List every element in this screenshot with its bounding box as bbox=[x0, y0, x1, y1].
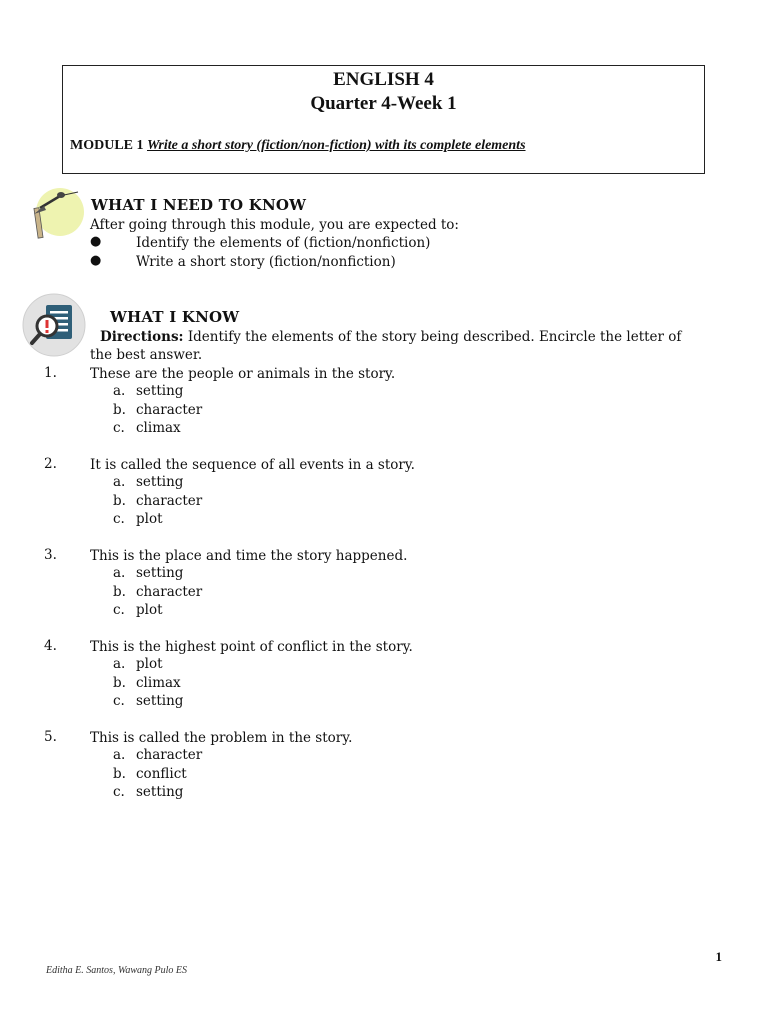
option-text: climax bbox=[136, 419, 181, 436]
question-text: This is the highest point of conflict in the story. bbox=[90, 639, 413, 655]
option-text: setting bbox=[136, 565, 184, 582]
need-to-know-intro: After going through this module, you are expected to: bbox=[90, 217, 459, 233]
option-letter[interactable]: b. bbox=[113, 492, 126, 509]
objective-item: Write a short story (fiction/nonfiction) bbox=[136, 254, 396, 270]
question-text: This is called the problem in the story. bbox=[90, 730, 353, 746]
option-letter[interactable]: c. bbox=[113, 692, 125, 709]
option-text: setting bbox=[136, 783, 184, 800]
question-number: 2. bbox=[44, 456, 57, 472]
option-text: plot bbox=[136, 510, 163, 527]
microphone-icon bbox=[30, 186, 86, 242]
directions-text: Identify the elements of the story being described. Encircle the letter of bbox=[183, 329, 682, 345]
option-letter[interactable]: c. bbox=[113, 783, 125, 800]
option-text: conflict bbox=[136, 765, 187, 782]
option-text: setting bbox=[136, 692, 184, 709]
option-letter[interactable]: c. bbox=[113, 510, 125, 527]
question-text: It is called the sequence of all events in a story. bbox=[90, 457, 415, 473]
option-text: character bbox=[136, 492, 203, 509]
bullet-dot: ● bbox=[90, 234, 102, 249]
option-text: setting bbox=[136, 383, 184, 400]
directions-continued: the best answer. bbox=[90, 347, 203, 363]
option-letter[interactable]: b. bbox=[113, 401, 126, 418]
author-footer: Editha E. Santos, Wawang Pulo ES bbox=[46, 965, 188, 976]
module-description: Write a short story (fiction/non-fiction) with its complete elements bbox=[147, 138, 526, 153]
bullet-dot: ● bbox=[90, 253, 102, 268]
option-letter[interactable]: b. bbox=[113, 674, 126, 691]
option-letter[interactable]: a. bbox=[113, 474, 126, 491]
page-number: 1 bbox=[715, 949, 722, 964]
question-text: These are the people or animals in the story. bbox=[90, 366, 396, 382]
question-number: 1. bbox=[44, 365, 57, 381]
module-label: MODULE 1 bbox=[70, 138, 144, 153]
quarter-week-title: Quarter 4-Week 1 bbox=[310, 93, 457, 114]
option-text: character bbox=[136, 401, 203, 418]
option-letter[interactable]: a. bbox=[113, 383, 126, 400]
option-letter[interactable]: a. bbox=[113, 656, 126, 673]
document-search-icon bbox=[22, 293, 86, 357]
question-text: This is the place and time the story happened. bbox=[90, 548, 408, 564]
need-to-know-heading: WHAT I NEED TO KNOW bbox=[91, 196, 307, 214]
option-letter[interactable]: a. bbox=[113, 565, 126, 582]
option-letter[interactable]: a. bbox=[113, 747, 126, 764]
objective-item: Identify the elements of (fiction/nonfiction) bbox=[136, 235, 431, 251]
question-number: 4. bbox=[44, 638, 57, 654]
option-letter[interactable]: c. bbox=[113, 419, 125, 436]
option-text: setting bbox=[136, 474, 184, 491]
subject-title: ENGLISH 4 bbox=[333, 69, 434, 90]
option-text: plot bbox=[136, 656, 163, 673]
module-header-box bbox=[62, 65, 705, 174]
option-text: climax bbox=[136, 674, 181, 691]
option-text: character bbox=[136, 583, 203, 600]
question-number: 5. bbox=[44, 729, 57, 745]
module-line bbox=[70, 138, 526, 154]
option-letter[interactable]: c. bbox=[113, 601, 125, 618]
option-text: plot bbox=[136, 601, 163, 618]
directions-label: Directions: bbox=[100, 329, 184, 345]
question-number: 3. bbox=[44, 547, 57, 563]
directions bbox=[100, 328, 681, 346]
what-i-know-heading: WHAT I KNOW bbox=[110, 308, 240, 326]
option-text: character bbox=[136, 747, 203, 764]
option-letter[interactable]: b. bbox=[113, 583, 126, 600]
option-letter[interactable]: b. bbox=[113, 765, 126, 782]
